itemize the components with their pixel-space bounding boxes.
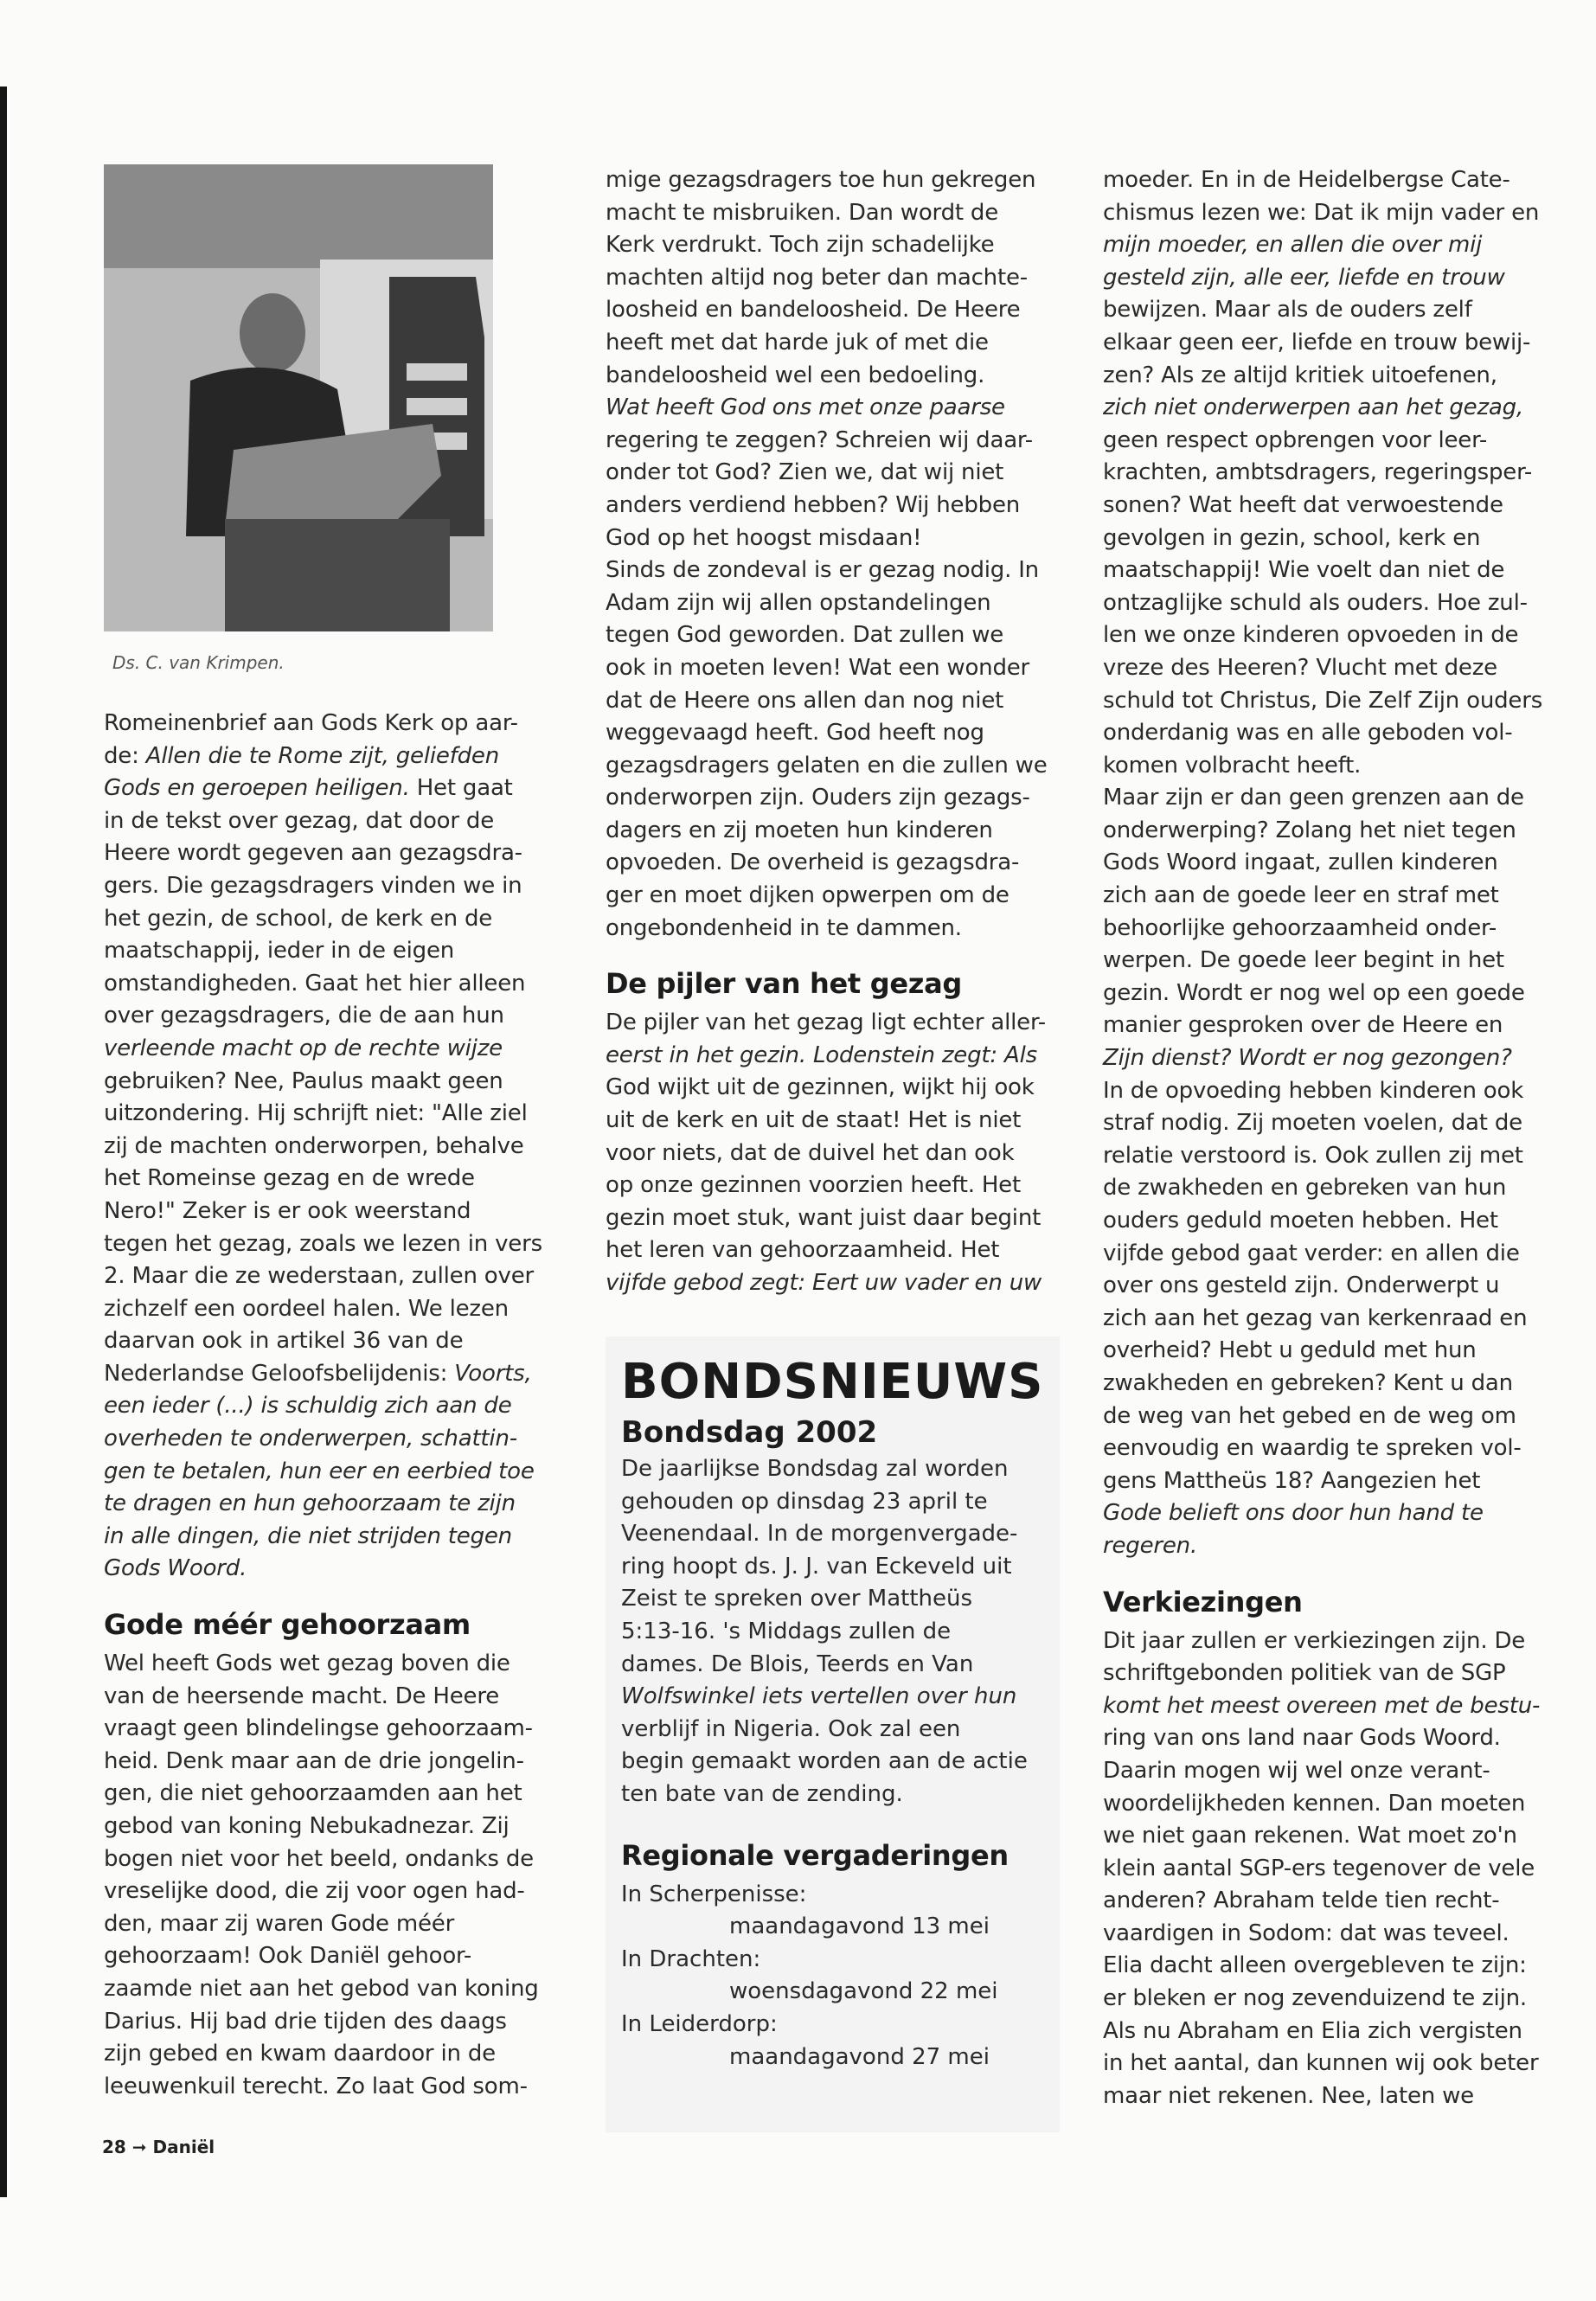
section-heading: Gode méér gehoorzaam (104, 1608, 471, 1642)
meeting-place: In Scherpenisse: (621, 1881, 807, 1907)
bondsdag-heading: Bondsdag 2002 (621, 1415, 878, 1450)
paragraph: Wel heeft Gods wet gezag boven die van de heersende macht. De Heere vraagt geen blindelingse gehoorzaam- heid. Denk maar aan de drie jongelin- gen, die niet gehoorzaamden aan het gebod van koning Nebukadnezar. Zij bogen niet voor het beeld, ondanks de vreselijke dood, die zij voor ogen had- den, maar zij waren Gode méér gehoorzaam! Ook Daniël gehoor- zaamde niet aan het gebod van koning Darius. Hij bad drie tijden des daags zijn gebed en kwam daardoor in de leeuwenkuil terecht. Zo laat God som- (104, 1650, 539, 2099)
section-heading: Regionale vergaderingen (621, 1838, 1009, 1872)
column-3 (1103, 164, 1557, 2112)
meeting-list (621, 1879, 1060, 2074)
section-heading: De pijler van het gezag (606, 967, 962, 1001)
column-2 (606, 164, 1060, 1300)
photo-caption: Ds. C. van Krimpen. (112, 652, 285, 673)
bondsnieuws-box (606, 1336, 1060, 2132)
bondsnieuws-title: BONDSNIEUWS (621, 1354, 1044, 1410)
paragraph: moeder. En in de Heidelbergse Cate- chismus lezen we: Dat ik mijn vader en mijn moeder, en allen die over mij gesteld zijn, alle eer, liefde en trouw bewijzen. Maar als de ouders zelf elkaar geen eer, liefde en trouw bewij- zen? Als ze altijd kritiek uitoefenen, zich niet onderwerpen aan het gezag, geen respect opbrengen voor leer- krachten, ambtsdragers, regeringsper- sonen? Wat heeft dat verwoestende gevolgen in gezin, school, kerk en maatschappij! Wie voelt dan niet de ontzaglijke schuld als ouders. Hoe zul- len we onze kinderen opvoeden in de vreze des Heeren? Vlucht met deze schuld tot Christus, Die Zelf Zijn ouders onderdanig was en alle geboden vol- komen volbracht heeft. Maar zijn er dan geen grenzen aan de onderwerping? Zolang het niet tegen Gods Woord ingaat, zullen kinderen zich aan de goede leer en straf met behoorlijke gehoorzaamheid onder- werpen. De goede leer begint in het gezin. Wordt er nog wel op een goede manier gesproken over de Heere en Zijn dienst? Wordt er nog gezongen? In de opvoeding hebben kinderen ook straf nodig. Zij moeten voelen, dat de relatie verstoord is. Ook zullen zij met de zwakheden en gebreken van hun ouders geduld moeten hebben. Het vijfde gebod gaat verder: en allen die over ons gesteld zijn. Onderwerpt u zich aan het gezag van kerkenraad en overheid? Hebt u geduld met hun zwakheden en gebreken? Kent u dan de weg van het gebed en de weg om eenvoudig en waardig te spreken vol- gens Mattheüs 18? Aangezien het Gode belieft ons door hun hand te regeren. (1103, 167, 1543, 1559)
photo-preacher (104, 164, 493, 631)
paragraph: Romeinenbrief aan Gods Kerk op aar- de: Allen die te Rome zijt, geliefden Gods en geroepen heiligen. Het gaat in de tekst over gezag, dat door de Heere wordt gegeven aan gezagsdra- gers. Die gezagsdragers vinden we in het gezin, de school, de kerk en de maatschappij, ieder in de eigen omstandigheden. Gaat het hier alleen over gezagsdragers, die de aan hun verleende macht op de rechte wijze gebruiken? Nee, Paulus maakt geen uitzondering. Hij schrijft niet: "Alle ziel zij de machten onderworpen, behalve het Romeinse gezag en de wrede Nero!" Zeker is er ook weerstand tegen het gezag, zoals we lezen in vers 2. Maar die ze wederstaan, zullen over zichzelf een oordeel halen. We lezen daarvan ook in artikel 36 van de Nederlandse Geloofsbelijdenis: Voorts, een ieder (...) is schuldig zich aan de overheden te onderwerpen, schattin- gen te betalen, hun eer en eerbied toe te dragen en hun gehoorzaam te zijn in alle dingen, die niet strijden tegen Gods Woord. (104, 710, 542, 1582)
page-footer: 28 ➞ Daniël (102, 2137, 215, 2157)
column-1 (104, 164, 558, 2103)
meeting-date: maandagavond 13 mei (729, 1913, 990, 1940)
paragraph: mige gezagsdragers toe hun gekregen macht te misbruiken. Dan wordt de Kerk verdrukt. Toch zijn schadelijke machten altijd nog beter dan machte- loosheid en bandeloosheid. De Heere heeft met dat harde juk of met die bandeloosheid wel een bedoeling. Wat heeft God ons met onze paarse regering te zeggen? Schreien wij daar- onder tot God? Zien we, dat wij niet anders verdiend hebben? Wij hebben God op het hoogst misdaan! Sinds de zondeval is er gezag nodig. In Adam zijn wij allen opstandelingen tegen God geworden. Dat zullen we ook in moeten leven! Wat een wonder dat de Heere ons allen dan nog niet weggevaagd heeft. God heeft nog gezagsdragers gelaten en die zullen we onderworpen zijn. Ouders zijn gezags- dagers en zij moeten hun kinderen opvoeden. De overheid is gezagsdra- ger en moet dijken opwerpen om de ongebondenheid in te dammen. (606, 167, 1048, 941)
paragraph: De pijler van het gezag ligt echter aller- eerst in het gezin. Lodenstein zegt: Als God wijkt uit de gezinnen, wijkt hij ook uit de kerk en uit de staat! Het is niet voor niets, dat de duivel het dan ook op onze gezinnen voorzien heeft. Het gezin moet stuk, want juist daar begint het leren van gehoorzaamheid. Het vijfde gebod zegt: Eert uw vader en uw (606, 1009, 1046, 1296)
paragraph: Dit jaar zullen er verkiezingen zijn. De schriftgebonden politiek van de SGP komt het meest overeen met de bestu- ring van ons land naar Gods Woord. Daarin mogen wij wel onze verant- woordelijkheden kennen. Dan moeten we niet gaan rekenen. Wat moet zo'n klein aantal SGP-ers tegenover de vele anderen? Abraham telde tien recht- vaardigen in Sodom: dat was teveel. Elia dacht alleen overgebleven te zijn: er bleken er nog zevenduizend te zijn. Als nu Abraham en Elia zich vergisten in het aantal, dan kunnen wij ook beter maar niet rekenen. Nee, laten we (1103, 1627, 1541, 2109)
page-edge (0, 87, 7, 2197)
meeting-place: In Leiderdorp: (621, 2010, 778, 2037)
meeting-date: woensdagavond 22 mei (729, 1978, 998, 2005)
section-heading: Verkiezingen (1103, 1585, 1303, 1618)
paragraph: De jaarlijkse Bondsdag zal worden gehouden op dinsdag 23 april te Veenendaal. In de morgenvergade- ring hoopt ds. J. J. van Eckeveld uit Zeist te spreken over Mattheüs 5:13-16. 's Middags zullen de dames. De Blois, Teerds en Van Wolfswinkel iets vertellen over hun verblijf in Nigeria. Ook zal een begin gemaakt worden aan de actie ten bate van de zending. (621, 1456, 1028, 1807)
meeting-place: In Drachten: (621, 1945, 761, 1972)
meeting-date: maandagavond 27 mei (729, 2043, 990, 2070)
